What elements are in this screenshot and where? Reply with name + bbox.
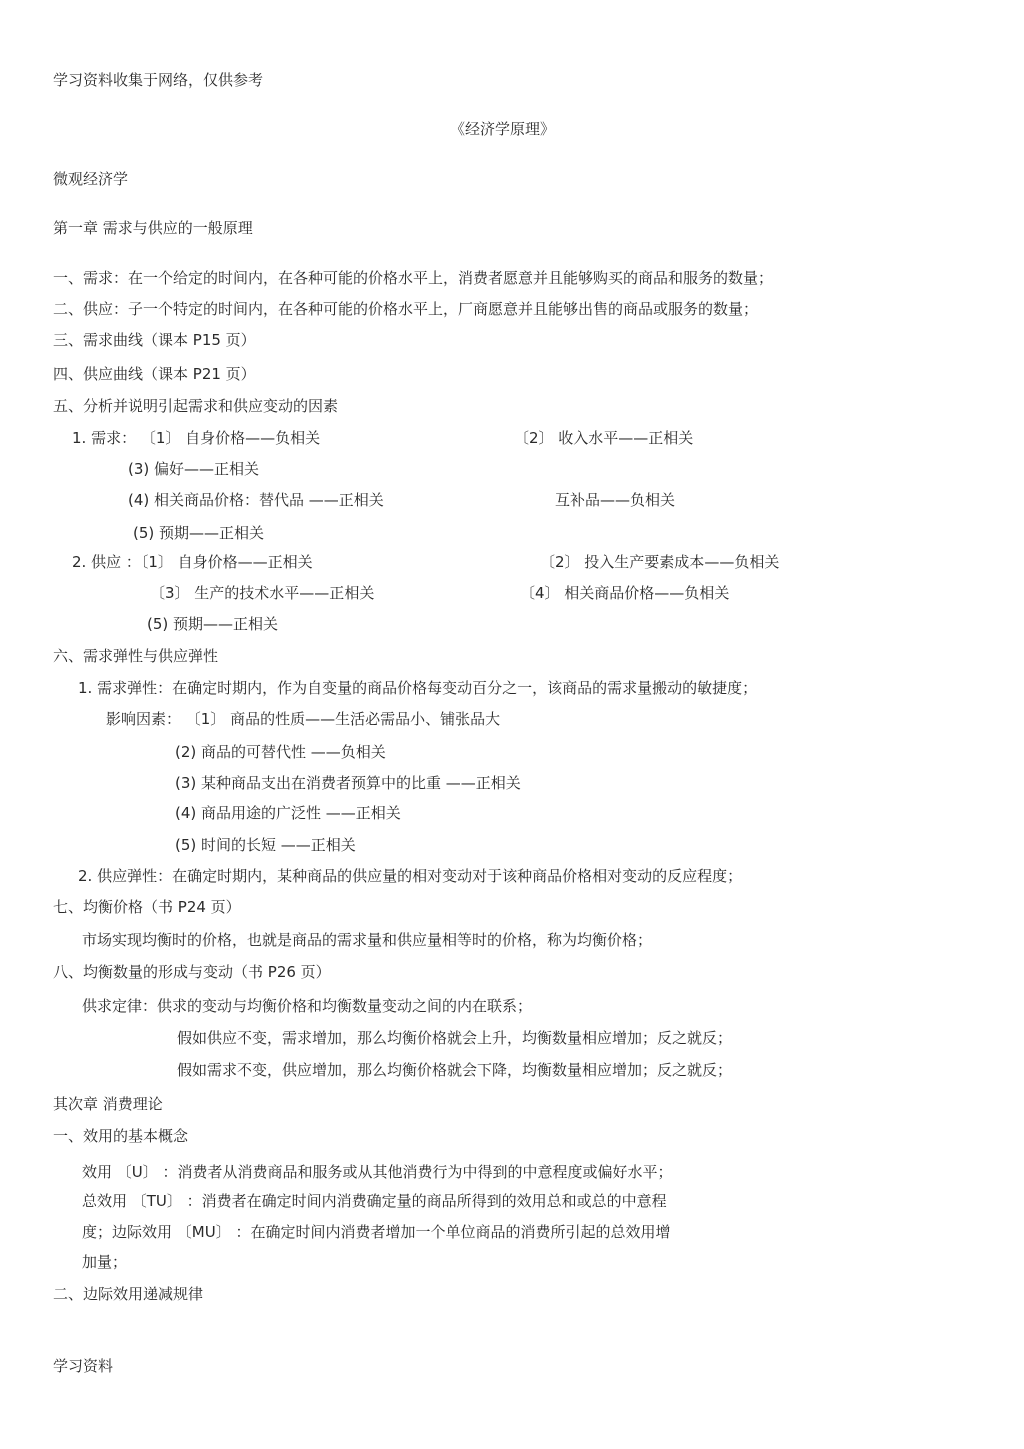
definition-supply: 二、供应：子一个特定的时间内，在各种可能的价格水平上，厂商愿意并且能够出售的商品或服务的数量； <box>53 300 759 318</box>
diminishing-utility-heading: 二、边际效用递减规律 <box>53 1285 204 1303</box>
demand-factor-2: 〔2〕 收入水平——正相关 <box>514 429 694 447</box>
utility-heading: 一、效用的基本概念 <box>53 1127 189 1145</box>
utility-definition-1: 效用 〔U〕 ：消费者从消费商品和服务或从其他消费行为中得到的中意程度或偏好水平； <box>82 1163 673 1181</box>
utility-definition-3: 度；边际效用 〔MU〕 ：在确定时间内消费者增加一个单位商品的消费所引起的总效用增 <box>82 1223 671 1241</box>
supply-demand-law: 供求定律：供求的变动与均衡价格和均衡数量变动之间的内在联系； <box>82 997 533 1015</box>
utility-definition-2: 总效用 〔TU〕 ：消费者在确定时间内消费确定量的商品所得到的效用总和或总的中意程 <box>82 1192 667 1210</box>
demand-factor-4: (4) 相关商品价格：替代品 ——正相关 <box>128 491 384 509</box>
demand-elasticity-definition: 1. 需求弹性：在确定时期内，作为自变量的商品价格每变动百分之一，该商品的需求量搬动的敏捷度； <box>78 679 758 697</box>
demand-factor-3: (3) 偏好——正相关 <box>128 460 260 478</box>
equilibrium-price-heading: 七、均衡价格（书 P24 页） <box>53 898 241 916</box>
utility-definition-4: 加量； <box>82 1253 128 1271</box>
equilibrium-price-definition: 市场实现均衡时的价格，也就是商品的需求量和供应量相等时的价格，称为均衡价格； <box>82 931 653 949</box>
supply-factor-1: 2. 供应 ：〔1〕 自身价格——正相关 <box>72 553 313 571</box>
elasticity-factors: 影响因素： 〔1〕 商品的性质——生活必需品小、铺张品大 <box>106 710 501 728</box>
elasticity-heading: 六、需求弹性与供应弹性 <box>53 647 219 665</box>
chapter-heading: 第一章 需求与供应的一般原理 <box>53 219 253 237</box>
supply-factor-5: (5) 预期——正相关 <box>147 615 279 633</box>
section-title: 微观经济学 <box>53 170 129 188</box>
demand-factor-1: 1. 需求： 〔1〕 自身价格——负相关 <box>72 429 321 447</box>
demand-factor-5: (5) 预期——正相关 <box>133 524 265 542</box>
law-case-2: 假如需求不变，供应增加，那么均衡价格就会下降，均衡数量相应增加；反之就反； <box>177 1061 733 1079</box>
equilibrium-quantity-heading: 八、均衡数量的形成与变动（书 P26 页） <box>53 963 331 981</box>
supply-factor-2: 〔2〕 投入生产要素成本——负相关 <box>540 553 780 571</box>
elasticity-factor-5: (5) 时间的长短 ——正相关 <box>175 836 356 854</box>
factors-heading: 五、分析并说明引起需求和供应变动的因素 <box>53 397 339 415</box>
elasticity-factor-2: (2) 商品的可替代性 ——负相关 <box>175 743 386 761</box>
law-case-1: 假如供应不变，需求增加，那么均衡价格就会上升，均衡数量相应增加；反之就反； <box>177 1029 733 1047</box>
supply-curve: 四、供应曲线（课本 P21 页） <box>53 365 256 383</box>
page-footer: 学习资料 <box>53 1357 114 1375</box>
demand-curve: 三、需求曲线（课本 P15 页） <box>53 331 256 349</box>
page-header: 学习资料收集于网络，仅供参考 <box>53 71 264 89</box>
document-title: 《经济学原理》 <box>450 120 556 138</box>
supply-factor-3: 〔3〕 生产的技术水平——正相关 <box>150 584 375 602</box>
definition-demand: 一、需求：在一个给定的时间内，在各种可能的价格水平上，消费者愿意并且能够购买的商品和服务的数量； <box>53 269 774 287</box>
supply-factor-4: 〔4〕 相关商品价格——负相关 <box>520 584 730 602</box>
elasticity-factor-4: (4) 商品用途的广泛性 ——正相关 <box>175 804 401 822</box>
supply-elasticity-definition: 2. 供应弹性：在确定时期内，某种商品的供应量的相对变动对于该种商品价格相对变动的反应程度； <box>78 867 743 885</box>
demand-factor-4b: 互补品——负相关 <box>555 491 676 509</box>
chapter2-heading: 其次章 消费理论 <box>53 1095 163 1113</box>
elasticity-factor-3: (3) 某种商品支出在消费者预算中的比重 ——正相关 <box>175 774 521 792</box>
